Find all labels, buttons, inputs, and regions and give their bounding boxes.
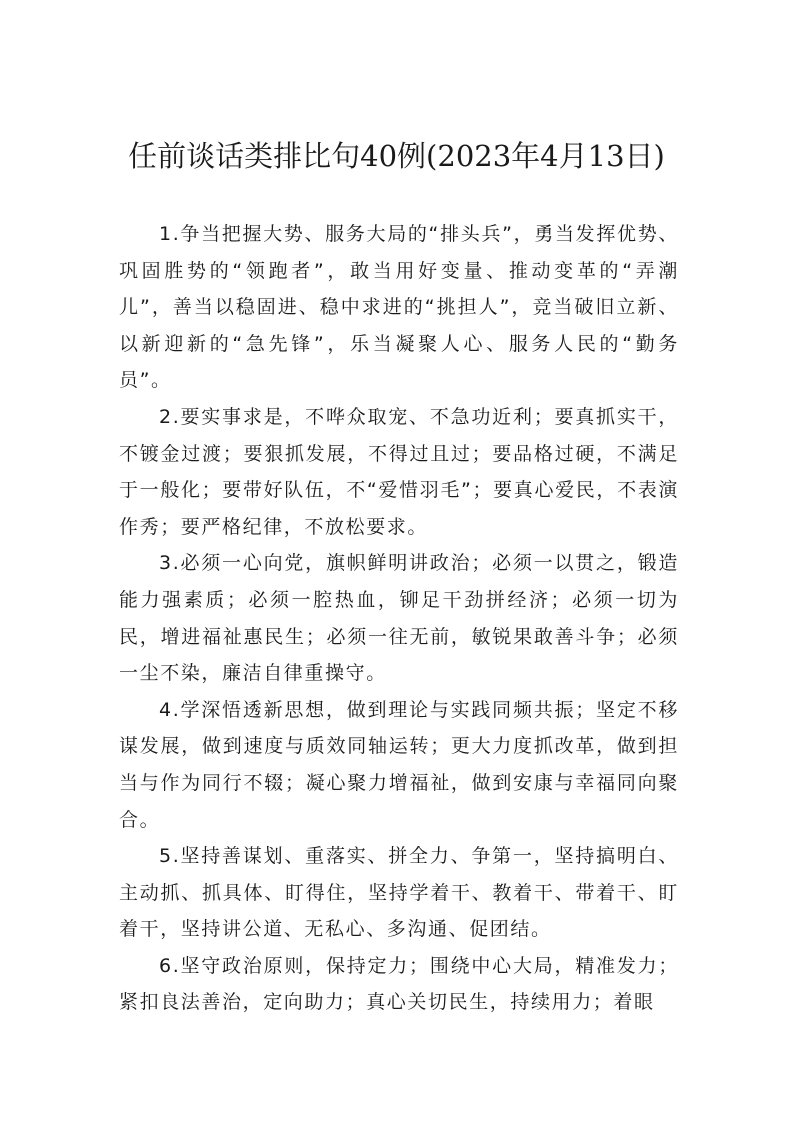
paragraph-6: 6.坚守政治原则，保持定力；围绕中心大局，精准发力；紧扣良法善治，定向助力；真心关切民生，持续用力；着眼 <box>119 954 679 1014</box>
document-title: 任前谈话类排比句40例(2023年4月13日) <box>128 139 665 173</box>
paragraph-5: 5.坚持善谋划、重落实、拼全力、争第一，坚持搞明白、主动抓、抓具体、盯得住，坚持学着干、教着干、带着干、盯着干，坚持讲公道、无私心、多沟通、促团结。 <box>119 845 679 941</box>
paragraph-4: 4.学深悟透新思想，做到理论与实践同频共振；坚定不移谋发展，做到速度与质效同轴运转；更大力度抓改革，做到担当与作为同行不辍；凝心聚力增福祉，做到安康与幸福同向聚合。 <box>119 698 679 831</box>
paragraph-2: 2.要实事求是，不哗众取宠、不急功近利；要真抓实干，不镀金过渡；要狠抓发展，不得过且过；要品格过硬，不满足于一般化；要带好队伍，不“爱惜羽毛”；要真心爱民，不表演作秀；要严格纪律，不放松要求。 <box>119 405 679 538</box>
paragraph-1: 1.争当把握大势、服务大局的“排头兵”，勇当发挥优势、巩固胜势的“领跑者”，敢当用好变量、推动变革的“弄潮儿”，善当以稳固进、稳中求进的“挑担人”，竞当破旧立新、以新迎新的“急先锋”，乐当凝聚人心、服务人民的“勤务员”。 <box>119 223 679 392</box>
document-body <box>119 216 679 1021</box>
paragraph-3: 3.必须一心向党，旗帜鲜明讲政治；必须一以贯之，锻造能力强素质；必须一腔热血，铆足干劲拼经济；必须一切为民，增进福祉惠民生；必须一往无前，敏锐果敢善斗争；必须一尘不染，廉洁自律重操守。 <box>119 552 679 685</box>
